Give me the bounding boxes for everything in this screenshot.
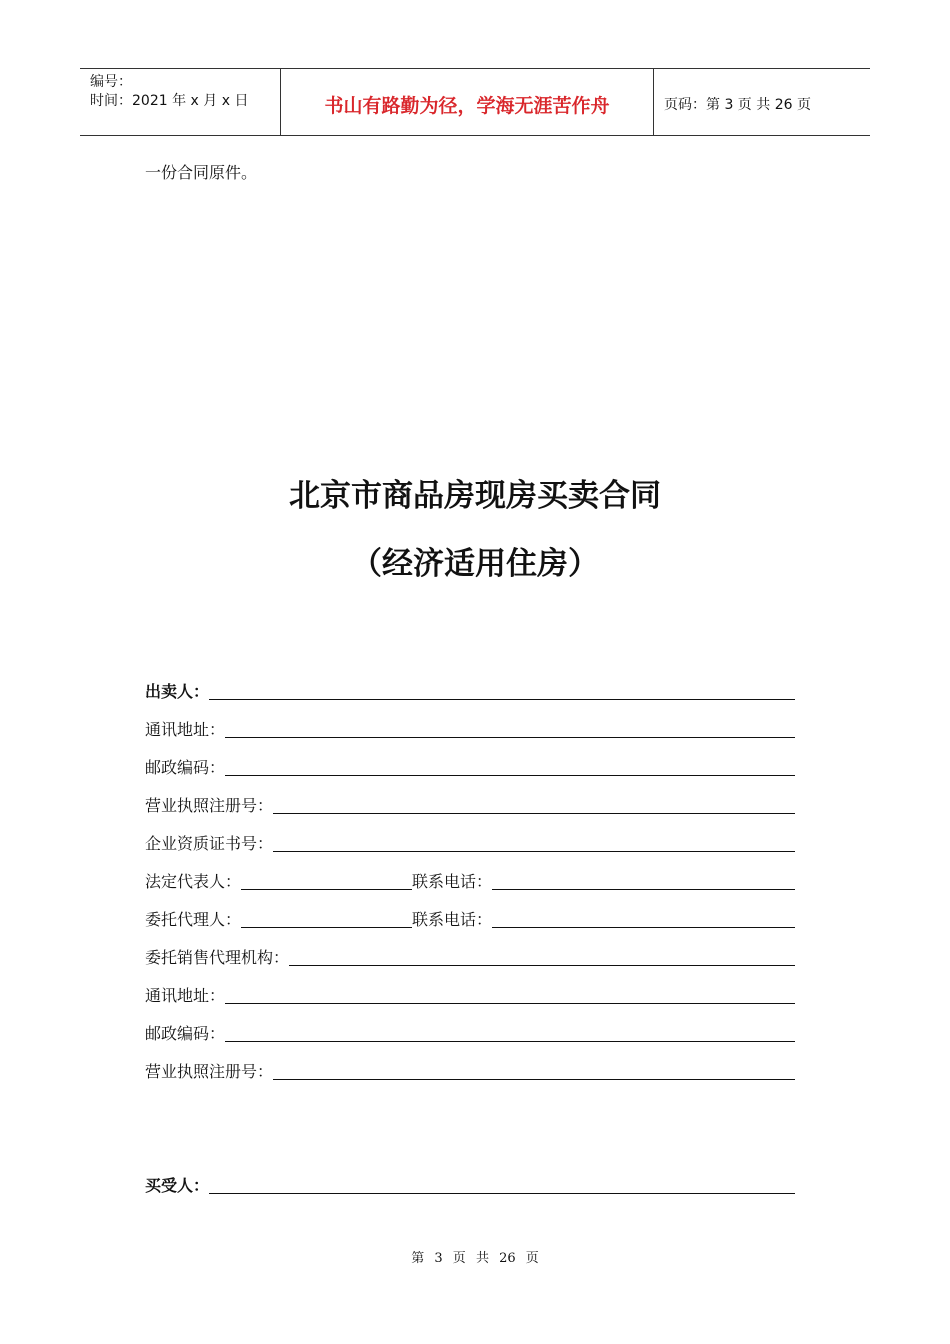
footer-total-prefix: 共 <box>475 1251 489 1266</box>
page-header <box>80 68 870 136</box>
seller-address-label: 通讯地址： <box>145 720 226 739</box>
agency-address-row <box>145 982 795 1006</box>
legal-rep-phone-field[interactable] <box>492 889 795 890</box>
agent-field[interactable] <box>241 927 412 928</box>
agency-postcode-label: 邮政编码： <box>145 1024 226 1043</box>
buyer-label: 买受人： <box>145 1176 210 1195</box>
buyer-row <box>145 1172 795 1196</box>
header-time-label: 时间：2021 年 x 月 x 日 <box>90 93 249 109</box>
seller-field[interactable] <box>209 699 795 700</box>
footer-prefix: 第 <box>411 1251 425 1266</box>
agency-postcode-field[interactable] <box>225 1041 795 1042</box>
agency-address-field[interactable] <box>225 1003 795 1004</box>
legal-rep-row <box>145 868 795 892</box>
footer-page-unit: 页 <box>452 1251 466 1266</box>
sales-agency-field[interactable] <box>289 965 795 966</box>
header-page-info: 页码：第 3 页 共 26 页 <box>664 97 811 113</box>
agency-license-field[interactable] <box>273 1079 795 1080</box>
seller-address-row <box>145 716 795 740</box>
footer-total-unit: 页 <box>525 1251 539 1266</box>
seller-label: 出卖人： <box>145 682 210 701</box>
agent-phone-label: 联系电话： <box>412 910 493 929</box>
buyer-field[interactable] <box>209 1193 795 1194</box>
legal-rep-phone-label: 联系电话： <box>412 872 493 891</box>
agency-license-label: 营业执照注册号： <box>145 1062 274 1081</box>
qualification-label: 企业资质证书号： <box>145 834 274 853</box>
page-footer <box>0 1247 950 1266</box>
seller-license-label: 营业执照注册号： <box>145 796 274 815</box>
header-meta <box>80 69 281 135</box>
legal-rep-label: 法定代表人： <box>145 872 242 891</box>
agency-license-row <box>145 1058 795 1082</box>
header-number-label: 编号： <box>90 74 132 90</box>
qualification-row <box>145 830 795 854</box>
header-motto: 书山有路勤为径，学海无涯苦作舟 <box>281 69 654 135</box>
agency-postcode-row <box>145 1020 795 1044</box>
contract-title: 北京市商品房现房买卖合同 <box>289 478 661 514</box>
intro-text: 一份合同原件。 <box>145 163 258 182</box>
seller-row <box>145 678 795 702</box>
seller-postcode-field[interactable] <box>225 775 795 776</box>
seller-postcode-label: 邮政编码： <box>145 758 226 777</box>
footer-total-pages: 26 <box>499 1251 516 1266</box>
seller-postcode-row <box>145 754 795 778</box>
legal-rep-field[interactable] <box>241 889 412 890</box>
agent-row <box>145 906 795 930</box>
qualification-field[interactable] <box>273 851 795 852</box>
footer-page-number: 3 <box>434 1251 443 1266</box>
sales-agency-row <box>145 944 795 968</box>
seller-license-row <box>145 792 795 816</box>
seller-address-field[interactable] <box>225 737 795 738</box>
agency-address-label: 通讯地址： <box>145 986 226 1005</box>
agent-label: 委托代理人： <box>145 910 242 929</box>
sales-agency-label: 委托销售代理机构： <box>145 948 290 967</box>
seller-license-field[interactable] <box>273 813 795 814</box>
agent-phone-field[interactable] <box>492 927 795 928</box>
contract-subtitle: （经济适用住房） <box>351 546 599 582</box>
